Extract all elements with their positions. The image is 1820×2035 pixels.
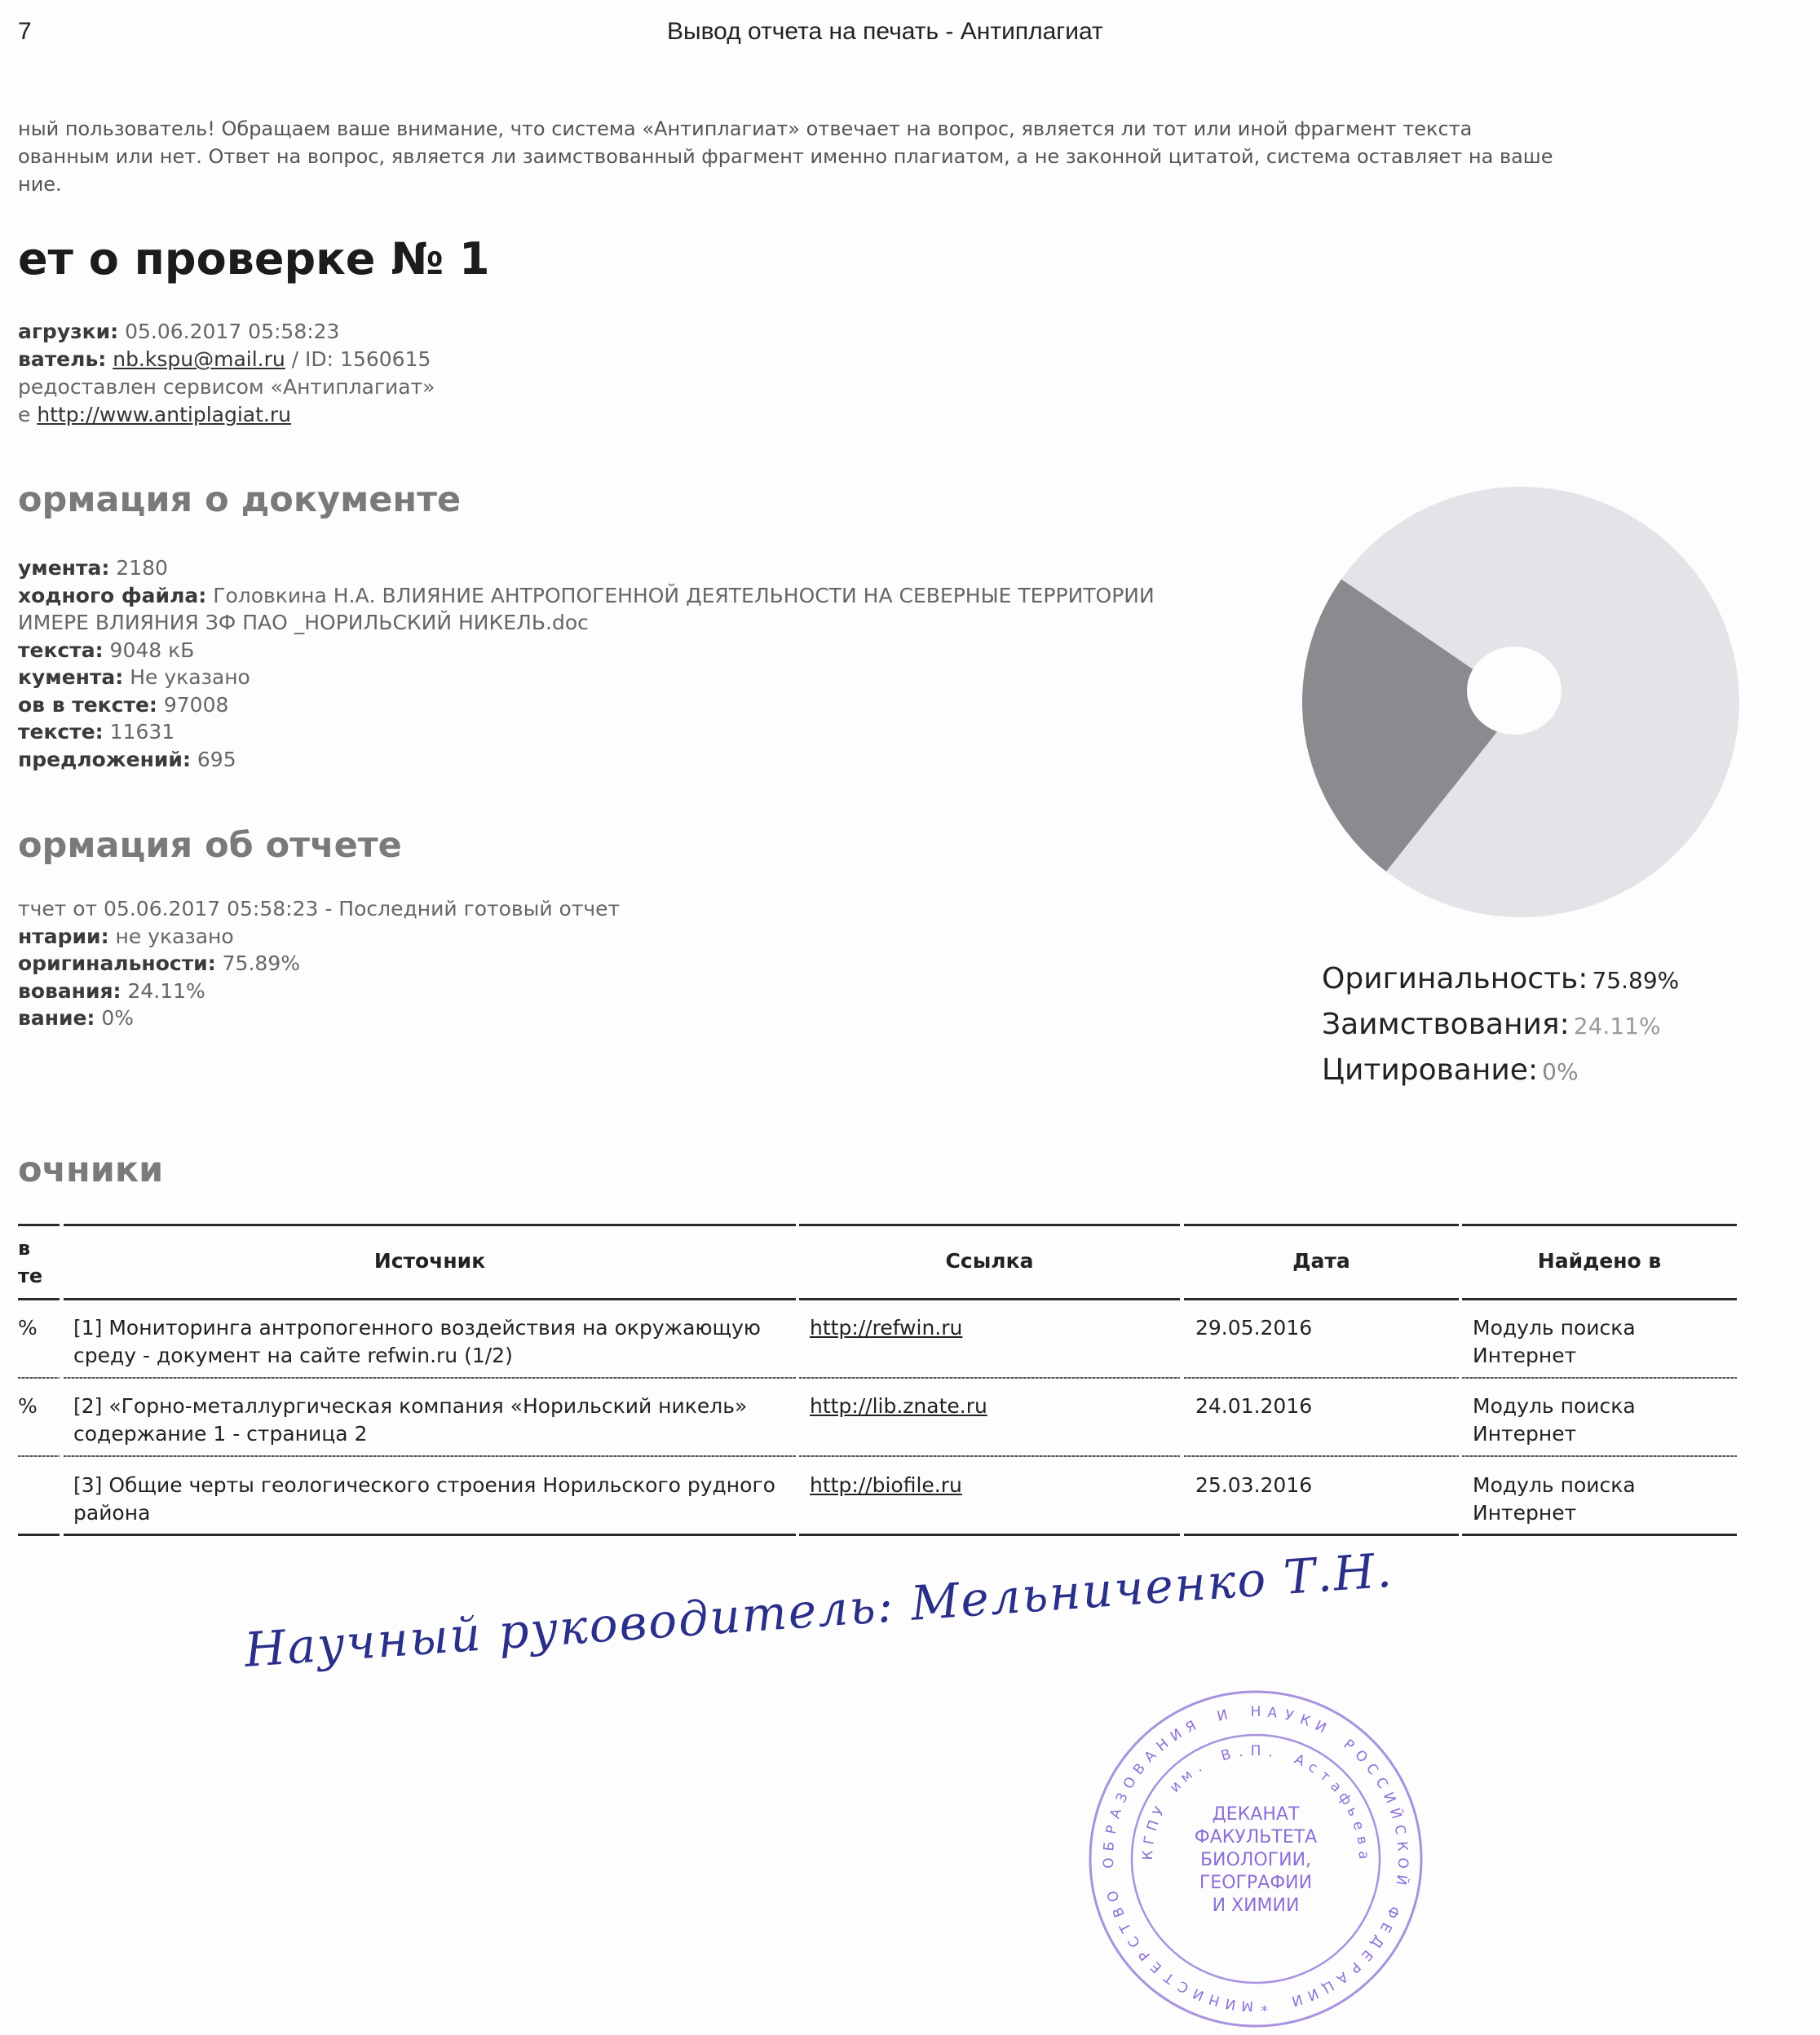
- official-stamp: [1084, 1688, 1427, 2030]
- stamp-outer-letter: М: [1240, 1997, 1254, 2015]
- stamp-outer-letter: О: [1100, 1857, 1118, 1869]
- table-rule: [1462, 1534, 1737, 1536]
- stamp-outer-letter: А: [1107, 1806, 1126, 1821]
- stamp-outer-letter: Н: [1250, 1704, 1261, 1720]
- antiplagiat-link[interactable]: http://www.antiplagiat.ru: [37, 403, 291, 426]
- source-link[interactable]: http://lib.znate.ru: [810, 1394, 987, 1418]
- stamp-outer-letter: И: [1312, 1717, 1329, 1737]
- stamp-outer-letter: Й: [1385, 1806, 1405, 1821]
- stamp-inner-letter: и: [1166, 1777, 1186, 1796]
- stamp-outer-letter: В: [1130, 1760, 1149, 1778]
- stamp-outer-letter: Е: [1357, 1946, 1376, 1964]
- info-label: ов в тексте:: [18, 692, 157, 717]
- table-rule: [64, 1534, 796, 1536]
- stamp-inner-letter: Г: [1141, 1834, 1159, 1846]
- stamp-outer-letter: Е: [1147, 1958, 1166, 1976]
- stamp-outer-letter: З: [1112, 1790, 1132, 1806]
- table-rule: [799, 1455, 1180, 1457]
- table-rule: [18, 1377, 60, 1379]
- doc-info-row: [18, 748, 236, 771]
- found-in-cell: Модуль поиска Интернет: [1473, 1394, 1636, 1446]
- legend-value: 75.89%: [1592, 967, 1680, 994]
- stamp-inner-letter: т: [1316, 1768, 1334, 1786]
- stamp-inner-letter: .: [1267, 1744, 1274, 1761]
- stamp-inner-letter: а: [1354, 1850, 1372, 1860]
- stamp-outer-letter: *: [1260, 1997, 1269, 2014]
- table-rule: [64, 1224, 796, 1226]
- legend-label: Цитирование:: [1322, 1053, 1539, 1087]
- stamp-outer-letter: А: [1266, 1704, 1279, 1722]
- legend-item: [1322, 1053, 1579, 1087]
- table-rule: [1462, 1224, 1737, 1226]
- stamp-outer-letter: Н: [1153, 1735, 1173, 1755]
- date-cell: 24.01.2016: [1195, 1394, 1313, 1418]
- doc-info-row: [18, 665, 250, 689]
- table-rule: [1184, 1534, 1459, 1536]
- info-value: ИМЕРЕ ВЛИЯНИЯ ЗФ ПАО _НОРИЛЬСКИЙ НИКЕЛЬ.doc: [18, 611, 589, 634]
- report-info-row: [18, 979, 205, 1003]
- stamp-inner-letter: У: [1150, 1804, 1168, 1820]
- stamp-outer-letter: У: [1283, 1706, 1296, 1725]
- share-cell: %: [18, 1316, 38, 1340]
- stamp-inner-letter: а: [1327, 1778, 1345, 1796]
- info-value: тчет от 05.06.2017 05:58:23 - Последний готовый отчет: [18, 897, 621, 920]
- info-value: 695: [190, 747, 236, 771]
- stamp-inner-letter: К: [1139, 1850, 1157, 1861]
- stamp-outer-letter: И: [1215, 1706, 1230, 1725]
- stamp-inner-letter: е: [1349, 1819, 1367, 1833]
- info-label: кумента:: [18, 665, 124, 689]
- stamp-center-line: ФАКУЛЬТЕТА: [1194, 1827, 1318, 1847]
- table-rule: [64, 1298, 796, 1300]
- stamp-outer-letter: И: [1379, 1790, 1399, 1807]
- stamp-outer-letter: Н: [1207, 1990, 1222, 2010]
- info-label: оригинальности:: [18, 951, 216, 975]
- stamp-outer-letter: С: [1372, 1774, 1391, 1792]
- stamp-outer-letter: А: [1141, 1747, 1160, 1766]
- legend-label: Заимствования:: [1322, 1008, 1570, 1041]
- legend-item: [1322, 1008, 1661, 1041]
- table-rule: [1184, 1377, 1459, 1379]
- stamp-outer-letter: Й: [1392, 1873, 1411, 1887]
- legend-label: Оригинальность:: [1322, 962, 1588, 995]
- stamp-outer-letter: И: [1167, 1725, 1186, 1746]
- stamp-inner-letter: с: [1305, 1759, 1321, 1777]
- stamp-outer-letter: В: [1109, 1905, 1129, 1920]
- table-rule: [799, 1298, 1180, 1300]
- source-cell: [1] Мониторинга антропогенного воздействия на окружающую среду - документ на сайте refwin.ru (1/2): [73, 1316, 761, 1367]
- meta-user: [18, 347, 431, 371]
- stamp-outer-letter: И: [1191, 1984, 1207, 2004]
- stamp-outer-letter: Ф: [1382, 1903, 1403, 1921]
- column-header-0[interactable]: в те: [18, 1237, 43, 1287]
- stamp-outer-letter: Ц: [1319, 1976, 1337, 1997]
- stamp-outer-letter: С: [1175, 1977, 1192, 1997]
- user-email-link[interactable]: nb.kspu@mail.ru: [113, 347, 285, 371]
- info-value: 2180: [109, 556, 168, 580]
- doc-info-row: [18, 720, 174, 744]
- table-rule: [1462, 1298, 1737, 1300]
- meta-label: агрузки:: [18, 320, 119, 343]
- stamp-outer-letter: Б: [1101, 1840, 1119, 1852]
- found-in-cell: Модуль поиска Интернет: [1473, 1316, 1636, 1367]
- meta-value: 05.06.2017 05:58:23: [118, 320, 340, 343]
- report-info-row: [18, 1006, 134, 1030]
- table-rule: [18, 1224, 60, 1226]
- legend-item: [1322, 962, 1679, 995]
- table-rule: [1462, 1377, 1737, 1379]
- info-value: 9048 кБ: [103, 638, 195, 662]
- table-rule: [64, 1455, 796, 1457]
- meta-site: [18, 403, 291, 426]
- stamp-outer-letter: Т: [1161, 1968, 1178, 1987]
- stamp-inner-letter: .: [1237, 1744, 1244, 1761]
- stamp-outer-letter: И: [1305, 1984, 1321, 2004]
- stamp-outer-letter: О: [1120, 1774, 1140, 1792]
- stamp-outer-letter: Я: [1182, 1717, 1199, 1737]
- stamp-outer-letter: Д: [1367, 1932, 1387, 1951]
- stamp-outer-letter: С: [1390, 1823, 1409, 1837]
- stamp-inner-letter: ф: [1335, 1789, 1355, 1808]
- table-rule: [64, 1377, 796, 1379]
- doc-info-row: [18, 638, 194, 662]
- handwritten-signature: Научный руководитель: Мельниченко Т.Н.: [242, 1542, 1395, 1678]
- stamp-outer-letter: И: [1224, 1994, 1238, 2013]
- stamp-outer-letter: Р: [1136, 1946, 1154, 1964]
- page-marker: 7: [18, 18, 32, 45]
- stamp-inner-letter: в: [1353, 1834, 1371, 1846]
- legend-value: 0%: [1542, 1058, 1579, 1085]
- info-value: 24.11%: [121, 978, 205, 1003]
- source-link[interactable]: http://refwin.ru: [810, 1316, 963, 1340]
- info-label: вования:: [18, 978, 121, 1003]
- meta-upload-date: [18, 320, 339, 343]
- stamp-outer-letter: О: [1394, 1857, 1411, 1869]
- stamp-outer-letter: К: [1297, 1711, 1313, 1730]
- info-value: 11631: [103, 720, 175, 744]
- stamp-center-line: И ХИМИИ: [1212, 1896, 1300, 1916]
- stamp-outer-letter: Е: [1376, 1919, 1395, 1936]
- source-cell: [3] Общие черты геологического строения Норильского рудного района: [73, 1473, 775, 1525]
- doc-info-row: [18, 584, 1155, 607]
- info-label: тексте:: [18, 720, 104, 744]
- stamp-inner-letter: м: [1177, 1767, 1196, 1786]
- report-title: ет о проверке № 1: [18, 233, 490, 285]
- table-rule: [18, 1298, 60, 1300]
- info-value: 75.89%: [215, 951, 300, 975]
- stamp-outer-letter: Т: [1116, 1919, 1136, 1936]
- table-rule: [18, 1534, 60, 1536]
- doc-info-row: [18, 556, 168, 580]
- sources-heading: очники: [18, 1150, 164, 1190]
- stamp-outer-letter: Р: [1340, 1736, 1358, 1755]
- stamp-outer-letter: К: [1393, 1840, 1411, 1852]
- info-value: 97008: [157, 692, 229, 717]
- table-rule: [1184, 1224, 1459, 1226]
- stamp-inner-letter: В: [1219, 1746, 1233, 1765]
- report-info-row: [18, 951, 300, 975]
- table-rule: [799, 1377, 1180, 1379]
- info-label: нтарии:: [18, 924, 109, 948]
- info-label: текста:: [18, 638, 104, 662]
- originality-pie-chart: [1288, 473, 1761, 938]
- print-title: Вывод отчета на печать - Антиплагиат: [667, 18, 1103, 45]
- info-value: Головкина Н.А. ВЛИЯНИЕ АНТРОПОГЕННОЙ ДЕЯТЕЛЬНОСТИ НА СЕВЕРНЫЕ ТЕРРИТОРИИ: [206, 583, 1155, 607]
- stamp-outer-letter: С: [1362, 1760, 1382, 1778]
- date-cell: 25.03.2016: [1195, 1473, 1313, 1497]
- column-header-1[interactable]: Источник: [373, 1249, 486, 1273]
- stamp-inner-letter: П: [1250, 1743, 1261, 1759]
- stamp-inner-letter: ь: [1343, 1804, 1362, 1819]
- info-label: умента:: [18, 556, 110, 580]
- stamp-outer-letter: Р: [1346, 1958, 1364, 1976]
- stamp-outer-letter: О: [1351, 1746, 1371, 1767]
- found-in-cell: Модуль поиска Интернет: [1473, 1473, 1636, 1525]
- stamp-outer-letter: И: [1289, 1990, 1305, 2010]
- stamp-center-line: БИОЛОГИИ,: [1199, 1850, 1312, 1870]
- doc-info-row: [18, 693, 228, 717]
- table-rule: [1184, 1298, 1459, 1300]
- info-label: ходного файла:: [18, 583, 207, 607]
- stamp-inner-letter: А: [1292, 1750, 1308, 1770]
- meta-value: / ID: 1560615: [285, 347, 431, 371]
- table-rule: [1462, 1455, 1737, 1457]
- column-header-2[interactable]: Ссылка: [945, 1249, 1034, 1273]
- info-label: предложений:: [18, 747, 191, 771]
- table-rule: [18, 1455, 60, 1457]
- stamp-outer-letter: Р: [1102, 1824, 1121, 1836]
- intro-line: ованным или нет. Ответ на вопрос, является ли заимствованный фрагмент именно плагиатом, а не законной цитатой, система оставляет на ваше: [18, 145, 1553, 168]
- info-value: не указано: [108, 924, 234, 948]
- report-info-heading: ормация об отчете: [18, 825, 402, 866]
- meta-provider: редоставлен сервисом «Антиплагиат»: [18, 375, 435, 399]
- meta-label: ватель:: [18, 347, 107, 371]
- doc-info-row: [18, 611, 589, 634]
- meta-value: e: [18, 403, 38, 426]
- info-value: 0%: [95, 1006, 135, 1030]
- stamp-inner-letter: П: [1144, 1818, 1163, 1834]
- source-cell: [2] «Горно-металлургическая компания «Норильский никель» содержание 1 - страница 2: [73, 1394, 748, 1446]
- pie-hole: [1467, 647, 1562, 735]
- stamp-outer-letter: О: [1104, 1888, 1124, 1904]
- column-header-4[interactable]: Найдено в: [1537, 1249, 1662, 1273]
- stamp-inner-letter: .: [1192, 1759, 1205, 1777]
- column-header-3[interactable]: Дата: [1292, 1249, 1350, 1273]
- info-value: Не указано: [123, 665, 250, 689]
- stamp-outer-letter: А: [1333, 1968, 1351, 1988]
- intro-line: ние.: [18, 173, 62, 196]
- report-info-row: [18, 925, 234, 948]
- share-cell: %: [18, 1394, 38, 1418]
- table-rule: [1184, 1455, 1459, 1457]
- stamp-outer-letter: С: [1124, 1933, 1145, 1951]
- table-rule: [799, 1534, 1180, 1536]
- stamp-center-line: ГЕОГРАФИИ: [1199, 1873, 1313, 1893]
- stamp-center-line: ДЕКАНАТ: [1212, 1804, 1300, 1825]
- intro-line: ный пользователь! Обращаем ваше внимание, что система «Антиплагиат» отвечает на вопрос, является ли тот или иной фрагмент текста: [18, 117, 1473, 140]
- source-link[interactable]: http://biofile.ru: [810, 1473, 962, 1497]
- date-cell: 29.05.2016: [1195, 1316, 1313, 1340]
- info-label: вание:: [18, 1006, 95, 1030]
- table-rule: [799, 1224, 1180, 1226]
- report-info-row: [18, 897, 620, 920]
- legend-value: 24.11%: [1573, 1013, 1661, 1040]
- doc-info-heading: ормация о документе: [18, 479, 462, 520]
